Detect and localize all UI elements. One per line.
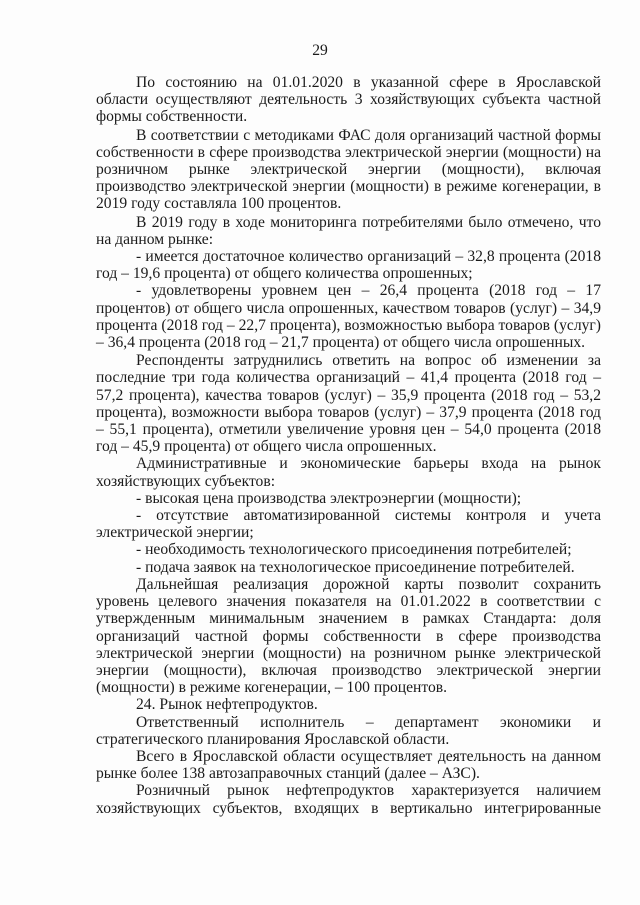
paragraph-gas-stations-count: Всего в Ярославской области осуществляет деятельность на данном рынке более 138 автозаправочных станций (далее – АЗС).: [96, 747, 601, 783]
paragraph-responsible-executor: Ответственный исполнитель – департамент экономики и стратегического планирования Ярославской области.: [96, 713, 601, 748]
page-number: 29: [312, 42, 328, 59]
list-item-satisfied-prices: - удовлетворены уровнем цен – 26,4 процента (2018 год – 17 процентов) от общего числа опрошенных, качеством товаров (услуг) – 34,9 процента (2018 год – 22,7 процента), возможностью выбора товаров (услуг) – 36,4 процента (2018 год – 21,7 процента) от общего числа опрошенных.: [96, 282, 601, 352]
list-item-sufficient-organizations: - имеется достаточное количество организаций – 32,8 процента (2018 год – 19,6 процента) от общего количества опрошенных;: [96, 248, 601, 283]
paragraph-respondents-difficulty: Респонденты затруднились ответить на вопрос об изменении за последние три года количества организаций – 41,4 процента (2018 год – 57,2 процента), качества товаров (услуг) – 35,9 процента (2018 год – 53,2 процента), возможности выбора товаров (услуг) – 37,9 процента (2018 год – 55,1 процента), отметили увеличение уровня цен – 54,0 процента (2018 год – 45,9 процента) от общего числа опрошенных.: [96, 352, 601, 456]
list-item-high-price: - высокая цена производства электроэнергии (мощности);: [136, 489, 522, 507]
section-heading-oil-products-market: 24. Рынок нефтепродуктов.: [136, 696, 318, 714]
document-body: [96, 74, 601, 817]
paragraph-ownership-status: По состоянию на 01.01.2020 в указанной сфере в Ярославской области осуществляют деятельность 3 хозяйствующих субъекта частной формы собственности.: [96, 74, 601, 126]
paragraph-barriers-intro: Административные и экономические барьеры входа на рынок хозяйствующих субъектов:: [96, 455, 601, 490]
paragraph-monitoring-intro: В 2019 году в ходе мониторинга потребителями было отмечено, что на данном рынке:: [96, 213, 601, 248]
list-item-connection-necessity: - необходимость технологического присоединения потребителей;: [136, 541, 572, 559]
paragraph-retail-oil-market: Розничный рынок нефтепродуктов характеризуется наличием хозяйствующих субъектов, входящих в вертикально интегрированные: [96, 782, 601, 817]
paragraph-roadmap-target: Дальнейшая реализация дорожной карты позволит сохранить уровень целевого значения показателя на 01.01.2022 в соответствии с утвержденным минимальным значением в рамках Стандарта: доля организаций частной формы собственности в сфере производства электрической энергии (мощности) на розничном рынке электрической энергии (мощности), включая производство электрической энергии (мощности) в режиме когенерации, – 100 процентов.: [96, 575, 601, 697]
list-item-no-metering-system: - отсутствие автоматизированной системы контроля и учета электрической энергии;: [96, 507, 601, 542]
list-item-connection-applications: - подача заявок на технологическое присоединение потребителей.: [136, 558, 575, 576]
paragraph-fas-share: В соответствии с методиками ФАС доля организаций частной формы собственности в сфере производства электрической энергии (мощности) на розничном рынке электрической энергии (мощности), включая производство электрической энергии (мощности) в режиме когенерации, в 2019 году составляла 100 процентов.: [96, 126, 601, 213]
